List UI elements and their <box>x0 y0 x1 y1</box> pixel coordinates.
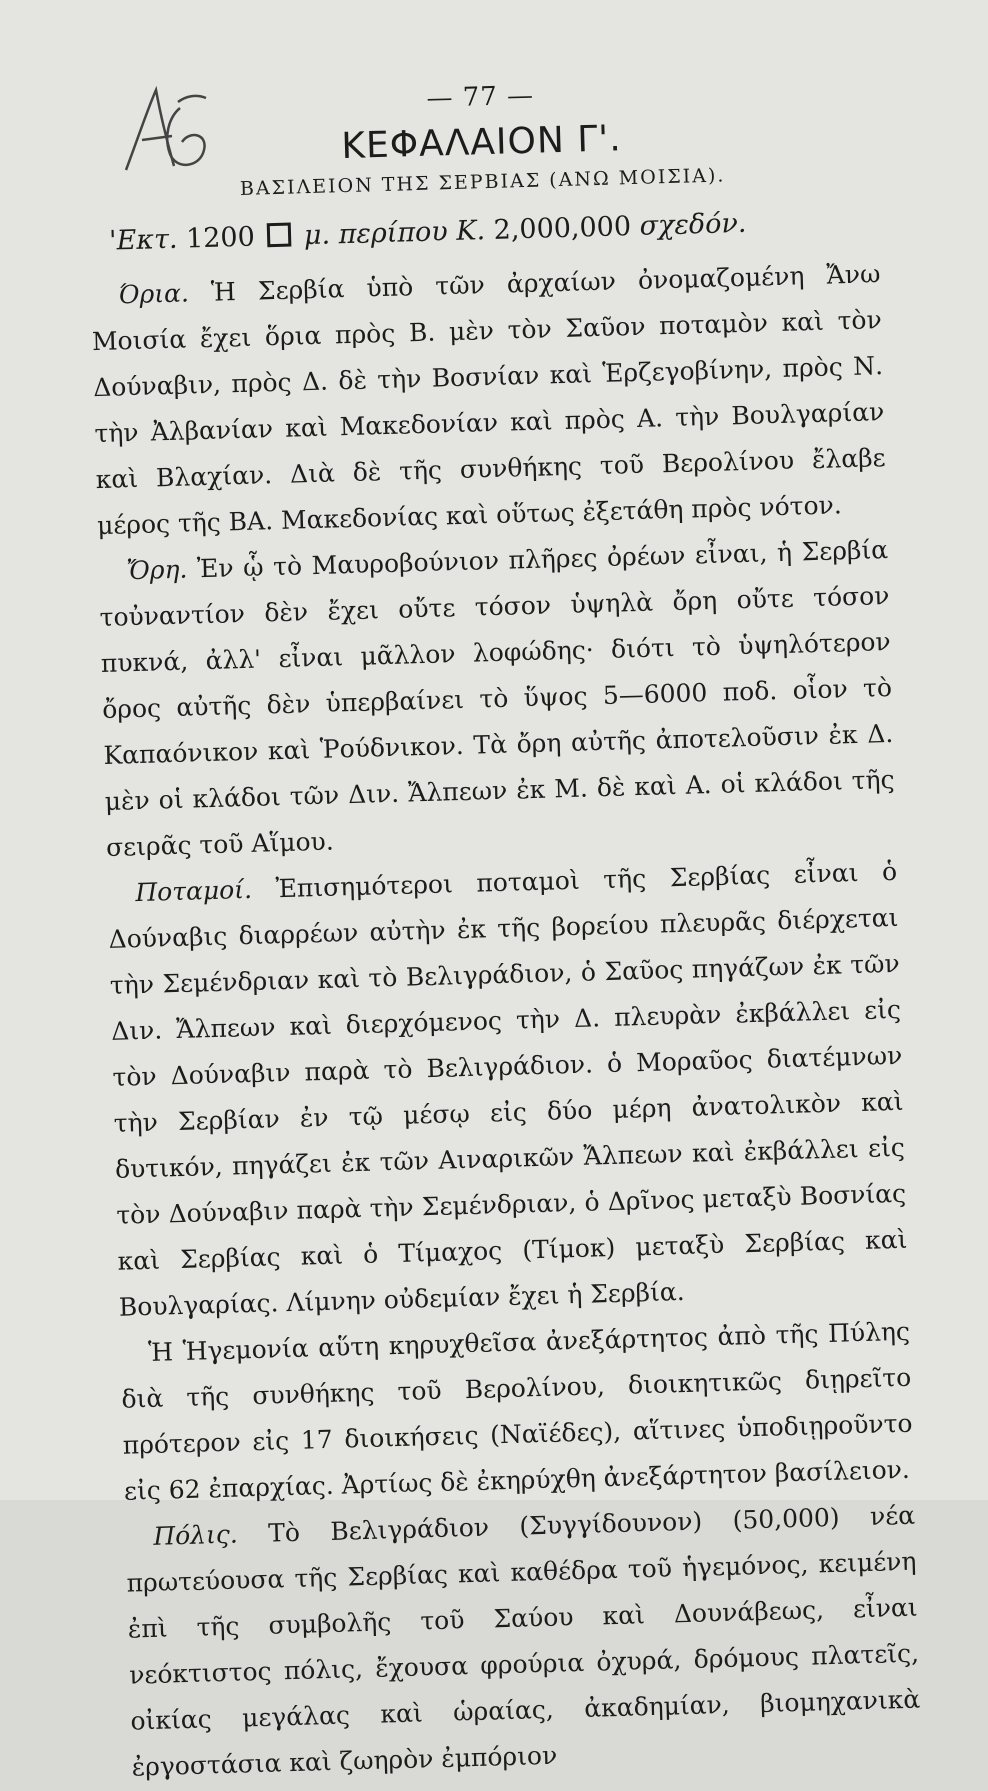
area-value: 1200 <box>185 221 256 255</box>
paragraph-text: Ἐπισημότεροι ποταμοὶ τῆς Σερβίας εἶναι ὁ Δούναβις διαρρέων αὐτὴν ἐκ τῆς βορείου πλευρᾶς διέρχεται τὴν Σεμένδριαν καὶ τὸ Βελιγράδιον, ὁ Σαῦος πηγάζων ἐκ τῶν Διν. Ἄλπεων καὶ διερχόμενος τὴν Δ. πλευρὰν ἐκβάλλει εἰς τὸν Δούναβιν παρὰ τὸ Βελιγράδιον. ὁ Μοραῦος διατέμνων τὴν Σερβίαν ἐν τῷ μέσῳ εἰς δύο μέρη ἀνατολικὸν καὶ δυτικόν, πηγάζει ἐκ τῶν Αιναρικῶν Ἄλπεων καὶ ἐκβάλλει εἰς τὸν Δούναβιν παρὰ τὴν Σεμένδριαν, ὁ Δρῖνος μεταξὺ Βοσνίας καὶ Σερβίας καὶ ὁ Τίμαχος (Τίμοκ) μεταξὺ Σερβίας καὶ Βουλγαρίας. Λίμνην οὐδεμίαν ἔχει ἡ Σερβία. <box>108 856 908 1322</box>
statistics-line <box>109 204 880 256</box>
paragraph-heading: Ποταμοί. <box>134 874 253 908</box>
population-label: Κ. <box>455 215 486 247</box>
unit-label: μ. <box>303 219 331 252</box>
population-value: 2,000,000 <box>493 211 632 246</box>
square-symbol-icon <box>267 223 292 248</box>
chapter-title: ΚΕΦΑΛΑΙΟΝ Γ'. <box>340 118 623 168</box>
paragraph-heading: Ὄρη. <box>125 554 188 586</box>
page-number: — 77 — <box>426 80 535 114</box>
paragraph-administration <box>120 1309 915 1515</box>
paragraph-text: Ἡ Σερβία ὑπὸ τῶν ἀρχαίων ὀνομαζομένη Ἄνω Μοισία ἔχει ὅρια πρὸς Β. μὲν τὸν Σαῦον ποταμὸν καὶ τὸν Δούναβιν, πρὸς Δ. δὲ τὴν Βοσνίαν καὶ Ἑρζεγοβίνην, πρὸς Ν. τὴν Ἀλβανίαν καὶ Μακεδονίαν καὶ πρὸς Α. τὴν Βουλγαρίαν καὶ Βλαχίαν. Διὰ δὲ τῆς συνθήκης τοῦ Βερολίνου ἔλαβε μέρος τῆς ΒΑ. Μακεδονίας καὶ οὕτως ἐξετάθη πρὸς νότον. <box>91 259 886 541</box>
extent-label: 'Εκτ. <box>108 223 178 257</box>
paragraph-heading: Πόλις. <box>152 1519 239 1551</box>
approx-label: περίπου <box>338 216 449 251</box>
paragraph-borders <box>90 251 887 549</box>
paragraph-text: Ἐν ᾧ τὸ Μαυροβούνιον πλῆρες ὀρέων εἶναι, ἡ Σερβία τοὐναντίον δὲν ἔχει οὔτε τόσον ὑψηλὰ ὄρη οὔτε τόσον πυκνά, ἀλλ' εἶναι μᾶλλον λοφώδης· διότι τὸ ὑψηλότερον ὄρος αὐτῆς δὲν ὑπερβαίνει τὸ ὕψος 5—6000 ποδ. οἷον τὸ Καπαόνικον καὶ Ῥούδνικον. Τὰ ὄρη αὐτῆς ἀποτελοῦσιν ἐκ Δ. μὲν οἱ κλάδοι τῶν Διν. Ἄλπεων ἐκ Μ. δὲ καὶ Α. οἱ κλάδοι τῆς σειρᾶς τοῦ Αἵμου. <box>99 535 895 862</box>
paragraph-rivers <box>107 849 910 1331</box>
paragraph-city <box>125 1493 922 1791</box>
paragraph-text: Τὸ Βελιγράδιον (Συγγίδουνον) (50,000) νέα πρωτεύουσα τῆς Σερβίας καὶ καθέδρα τοῦ ἡγεμόνος, κειμένη ἐπὶ τῆς συμβολῆς τοῦ Σαύου καὶ Δουνάβεως, εἶναι νεόκτιστος πόλις, ἔχουσα φρούρια ὀχυρά, δρόμους πλατεῖς, οἰκίας μεγάλας καὶ ὡραίας, ἀκαδημίαν, βιομηχανικὰ ἐργοστάσια καὶ ζωηρὸν ἐμπόριον <box>126 1500 921 1782</box>
page-content <box>84 49 921 1782</box>
paragraph-heading: Όρια. <box>118 278 190 310</box>
paragraph-text: Ἡ Ἡγεμονία αὕτη κηρυχθεῖσα ἀνεξάρτητος ἀπὸ τῆς Πύλης διὰ τῆς συνθήκης τοῦ Βερολίνου, διοικητικῶς διῃρεῖτο πρότερον εἰς 17 διοικήσεις (Ναϊέδες), αἵτινες ὑποδιῃροῦντο εἰς 62 ἐπαρχίας. Ἀρτίως δὲ ἐκηρύχθη ἀνεξάρτητον βασίλειον. <box>121 1316 913 1506</box>
paragraph-mountains <box>98 527 897 871</box>
approx-label-2: σχεδόν. <box>639 207 747 242</box>
chapter-subtitle: ΒΑΣΙΛΕΙΟΝ ΤΗΣ ΣΕΡΒΙΑΣ (ΑΝΩ ΜΟΙΣΙΑ). <box>239 164 726 200</box>
